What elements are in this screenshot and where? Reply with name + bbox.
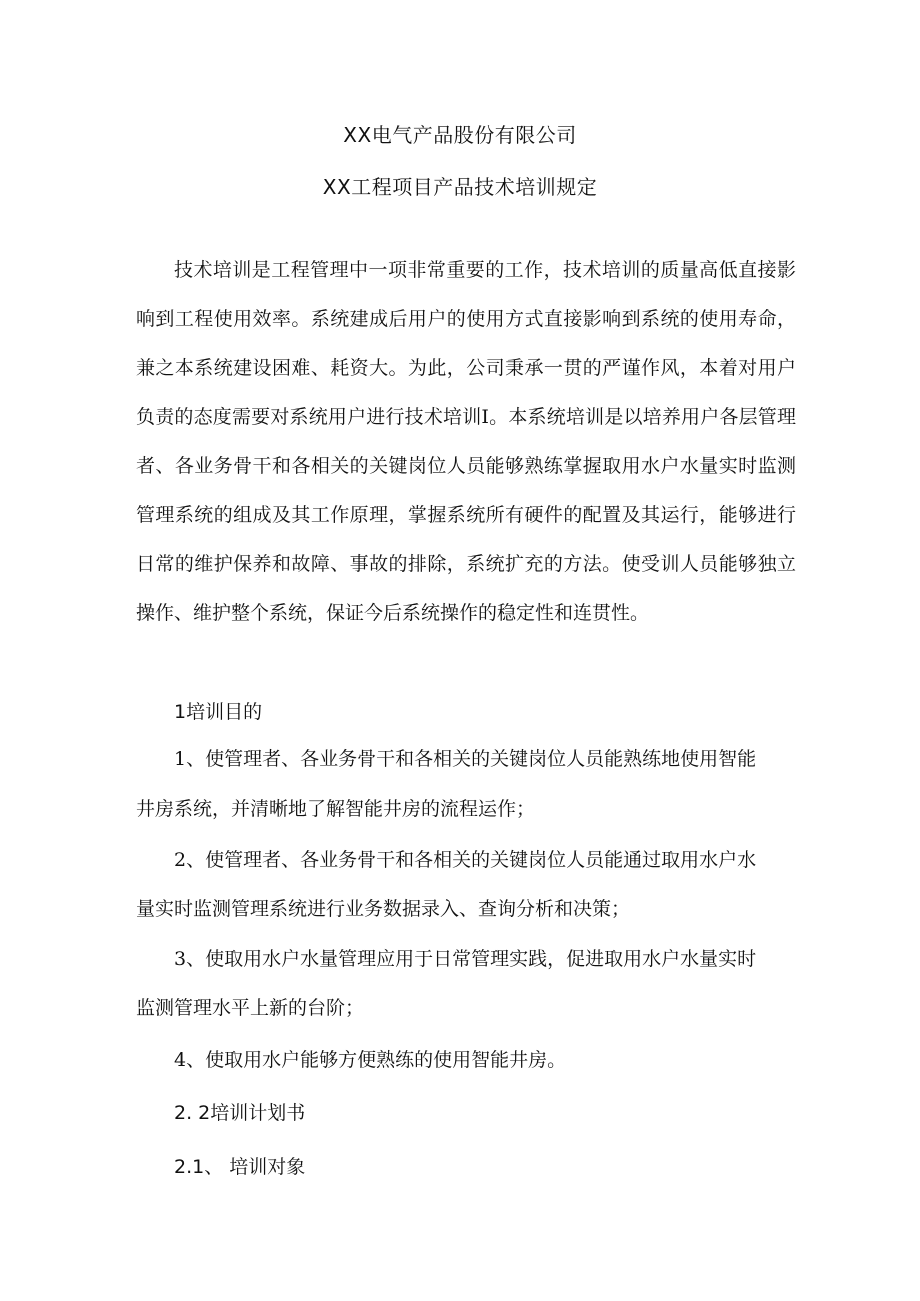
purpose-item-4: 4、使取用水户能够方便熟练的使用智能井房。 bbox=[174, 1049, 567, 1071]
section-2-1-heading: 2.1、 培训对象 bbox=[174, 1156, 306, 1178]
section-2-heading: 2. 2培训计划书 bbox=[174, 1102, 306, 1124]
purpose-item-1-line-2: 井房系统，并清晰地了解智能井房的流程运作； bbox=[136, 798, 536, 820]
document-title: XX工程项目产品技术培训规定 bbox=[322, 175, 598, 199]
purpose-item-2-line-1: 2、使管理者、各业务骨干和各相关的关键岗位人员能通过取用水户水 bbox=[174, 849, 757, 871]
purpose-item-3-line-1: 3、使取用水户水量管理应用于日常管理实践，促进取用水户水量实时 bbox=[174, 948, 757, 970]
section-1-heading: 1培训目的 bbox=[174, 701, 263, 723]
purpose-item-1-line-1: 1、使管理者、各业务骨干和各相关的关键岗位人员能熟练地使用智能 bbox=[174, 748, 757, 770]
company-title: XX电气产品股份有限公司 bbox=[343, 123, 577, 147]
purpose-item-2-line-2: 量实时监测管理系统进行业务数据录入、查询分析和决策； bbox=[136, 898, 631, 920]
purpose-item-3-line-2: 监测管理水平上新的台阶； bbox=[136, 997, 365, 1019]
intro-paragraph: 技术培训是工程管理中一项非常重要的工作，技术培训的质量高低直接影响到工程使用效率。系统建成后用户的使用方式直接影响到系统的使用寿命，兼之本系统建设困难、耗资大。为此，公司秉承一贯的严谨作风，本着对用户负责的态度需要对系统用户进行技术培训I。本系统培训是以培养用户各层管理者、各业务骨干和各相关的关键岗位人员能够熟练掌握取用水户水量实时监测管理系统的组成及其工作原理，掌握系统所有硬件的配置及其运行，能够进行日常的维护保养和故障、事故的排除，系统扩充的方法。使受训人员能够独立操作、维护整个系统，保证今后系统操作的稳定性和连贯性。 bbox=[136, 259, 796, 624]
